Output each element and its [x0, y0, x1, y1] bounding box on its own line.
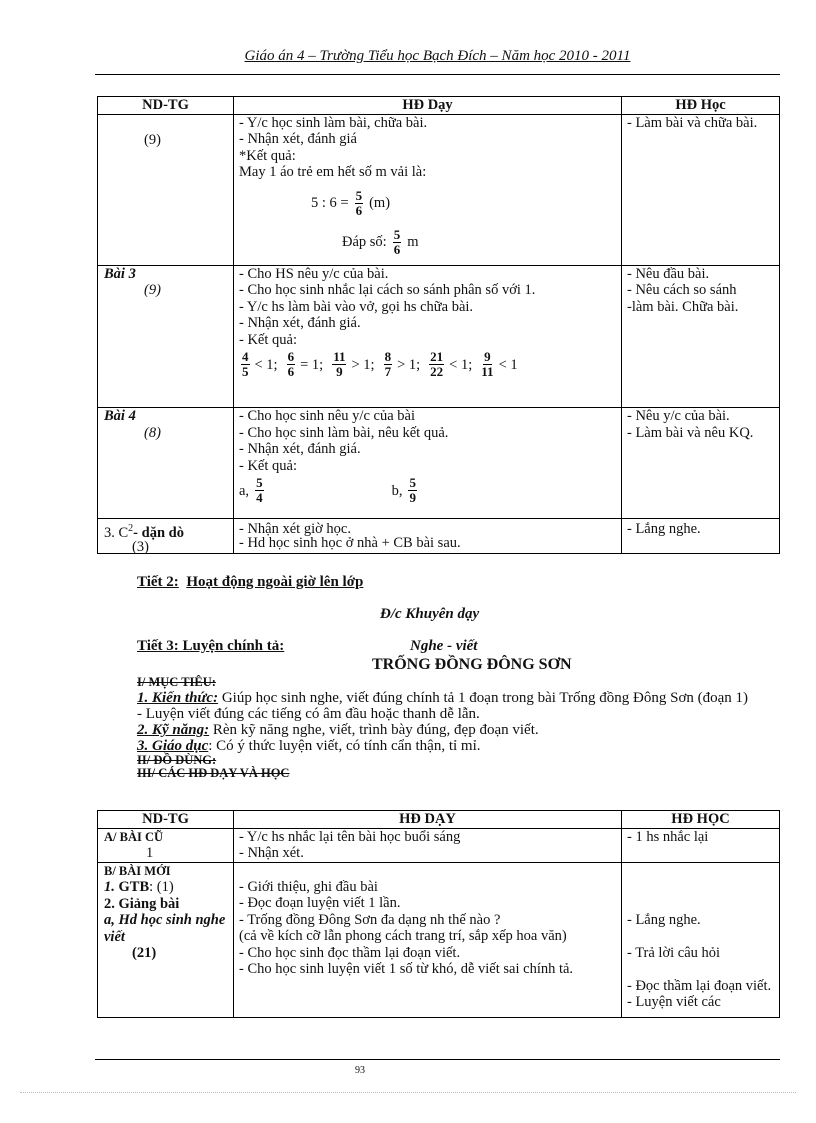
teach-line: - Y/c hs làm bài vào vở, gọi hs chữa bài.: [239, 298, 474, 315]
t2-row2-teaching: - Giới thiệu, ghi đầu bài - Đọc đoạn luyện viết 1 lần. - Trống đồng Đông Sơn đa dạng nh thế nào ? (cả về kích cỡ lẫn phong cách trang trí, sắp xếp hoa văn) - Cho học sinh đọc thầm lại đoạn viết. - Cho học sinh luyện viết 1 số từ khó, dễ viết sai chính tả.: [234, 862, 622, 1017]
fraction: $\frac{5}{6}$: [355, 187, 363, 218]
t2-row1-teaching: - Y/c hs nhắc lại tên bài học buổi sáng - Nhận xét.: [234, 828, 622, 862]
answer-line: Đáp số: $\frac{5}{6}$ m: [342, 226, 419, 257]
col-header-nd-tg: ND-TG: [98, 811, 234, 829]
kien-thuc: 1. Kiến thức: Giúp học sinh nghe, viết đúng chính tả 1 đoạn trong bài Trống đồng Đông Sơn (đoạn 1): [137, 690, 749, 706]
bai4-results: a, $\frac{5}{4}$ b, $\frac{5}{9}$: [239, 475, 416, 506]
t2-row1-learning: - 1 hs nhắc lại: [622, 828, 780, 862]
comparison-results: $\frac{4}{5}$ < 1; $\frac{6}{6}$ = 1; $\frac{11}{9}$ > 1; $\frac{8}{7}$ > 1; $\frac{21}{22}$ < 1; $\frac{9}{11}$ < 1: [242, 349, 518, 380]
row4-learning: - Lắng nghe.: [622, 518, 780, 553]
footer-rule: [95, 1059, 780, 1060]
t2-row2-learning: - Lắng nghe. - Trả lời câu hỏi - Đọc thầm lại đoạn viết. - Luyện viết các: [622, 862, 780, 1017]
fraction: $\frac{6}{6}$: [287, 349, 295, 380]
page-boundary: [20, 1092, 796, 1093]
page-header: Giáo án 4 – Trường Tiểu học Bạch Đích – Năm học 2010 - 2011: [244, 48, 631, 64]
t2-row1-content: A/ BÀI CŨ 1: [98, 828, 234, 862]
lesson-table-1: [97, 96, 780, 554]
teach-line: - Kết quả:: [239, 331, 297, 348]
teach-line: - Cho học sinh nhắc lại cách so sánh phân số với 1.: [239, 282, 536, 299]
row2-teaching: [234, 265, 622, 407]
fraction: $\frac{21}{22}$: [430, 349, 444, 380]
muc-tieu-heading: I/ MỤC TIÊU:: [137, 675, 216, 689]
row2-time: (9): [144, 282, 161, 299]
header-rule: [95, 74, 780, 75]
fraction: $\frac{8}{7}$: [384, 349, 392, 380]
ky-nang: 2. Kỹ năng: Rèn kỹ năng nghe, viết, trình bày đúng, đẹp đoạn viết.: [137, 722, 539, 738]
objectives-block: I/ MỤC TIÊU: 1. Kiến thức: Giúp học sinh nghe, viết đúng chính tả 1 đoạn trong bài Trống đồng Đông Sơn (đoạn 1) - Luyện viết đúng các tiếng có âm đầu hoặc thanh dễ lẫn. 2. Kỹ năng: Rèn kỹ năng nghe, viết, trình bày đúng, đẹp đoạn viết. 3. Giáo dục: Có ý thức luyện viết, có tính cẩn thận, tỉ mỉ. II/ ĐỒ DÙNG: III/ CÁC HĐ DẠY VÀ HỌC: [137, 674, 777, 780]
teach-line: - Nhận xét, đánh giá: [239, 131, 357, 148]
row2-content: [98, 265, 234, 407]
fraction: $\frac{5}{9}$: [409, 475, 416, 506]
teach-line: - Kết quả:: [239, 457, 297, 474]
do-dung-heading: II/ ĐỒ DÙNG:: [137, 753, 217, 767]
row2-label: Bài 3: [104, 265, 136, 282]
col-header-hd-hoc: HĐ Học: [622, 97, 780, 115]
row3-teaching: [234, 408, 622, 518]
tiet2-note: Đ/c Khuyên dạy: [380, 606, 480, 622]
teach-line: - Y/c học sinh làm bài, chữa bài.: [239, 114, 428, 131]
row3-time: (8): [144, 424, 161, 441]
teach-line: *Kết quả:: [239, 147, 296, 164]
row3-learning: - Nêu y/c của bài. - Làm bài và nêu KQ.: [622, 408, 780, 518]
fraction: $\frac{5}{6}$: [393, 226, 401, 257]
col-header-hd-day: HĐ Dạy: [234, 97, 622, 115]
teach-line: - Cho HS nêu y/c của bài.: [239, 265, 389, 282]
row3-label: Bài 4: [104, 408, 136, 425]
row4-content: 3. $C^2-$ dặn dò (3): [98, 518, 234, 553]
col-header-hd-hoc: HĐ HỌC: [622, 811, 780, 829]
row1-content: [98, 114, 234, 265]
fraction: $\frac{9}{11}$: [481, 349, 494, 380]
tiet3-sub: Nghe - viết: [410, 638, 478, 654]
lesson-table-2: [97, 810, 780, 1018]
giao-duc: 3. Giáo dục: Có ý thức luyện viết, có tính cẩn thận, tỉ mỉ.: [137, 738, 481, 754]
teach-line: May 1 áo trẻ em hết số m vải là:: [239, 164, 427, 181]
cac-hd-heading: III/ CÁC HĐ DẠY VÀ HỌC: [137, 766, 290, 780]
row1-learning: - Làm bài và chữa bài.: [622, 114, 780, 265]
row3-content: [98, 408, 234, 518]
col-header-hd-day: HĐ DẠY: [234, 811, 622, 829]
t2-row2-content: B/ BÀI MỚI 1. GTB: (1) 2. Giảng bài a, Hd học sinh nghe viết (21): [98, 862, 234, 1017]
col-header-nd-tg: ND-TG: [98, 97, 234, 115]
teach-line: - Cho học sinh làm bài, nêu kết quả.: [239, 424, 449, 441]
fraction: $\frac{4}{5}$: [242, 349, 249, 380]
page-number: 93: [355, 1065, 365, 1076]
fraction: $\frac{11}{9}$: [333, 349, 346, 380]
row2-learning: - Nêu đầu bài. - Nêu cách so sánh -làm bài. Chữa bài.: [622, 265, 780, 407]
row4-time: (3): [132, 538, 149, 555]
row1-teaching: [234, 114, 622, 265]
teach-line: - Nhận xét, đánh giá.: [239, 441, 361, 458]
row1-time: (9): [144, 131, 161, 148]
fraction: $\frac{5}{4}$: [256, 475, 263, 506]
row4-teaching: - Nhận xét giờ học. - Hd học sinh học ở nhà + CB bài sau.: [234, 518, 622, 553]
teach-line: - Cho học sinh nêu y/c của bài: [239, 408, 415, 425]
tiet2-heading: Tiết 2: Hoạt động ngoài giờ lên lớp: [137, 574, 364, 590]
calc-line: 5 : 6 = $\frac{5}{6}$ (m): [311, 187, 391, 218]
tiet3-heading: Tiết 3: Luyện chính tả:: [137, 638, 285, 654]
teach-line: - Nhận xét, đánh giá.: [239, 315, 361, 332]
lesson-title: TRỐNG ĐỒNG ĐÔNG SƠN: [372, 656, 572, 673]
